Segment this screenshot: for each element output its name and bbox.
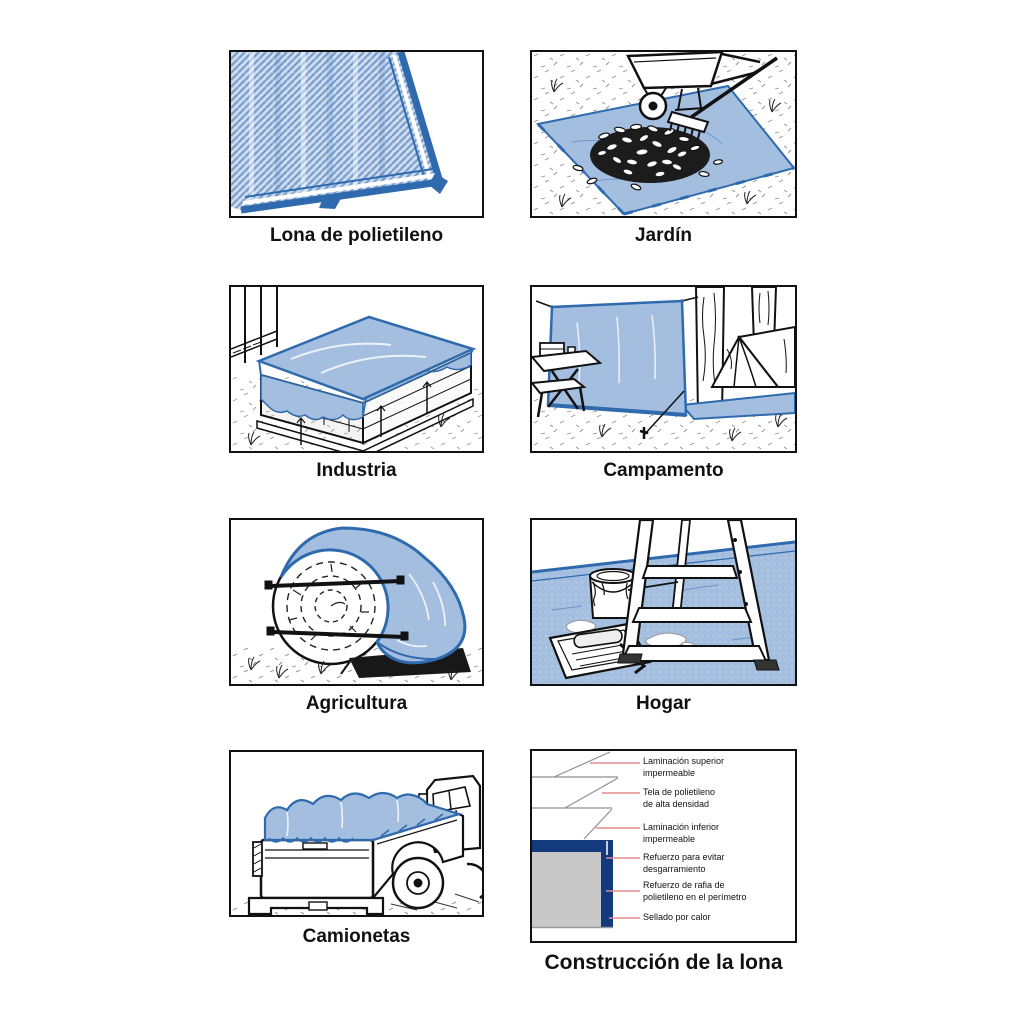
panel-home-frame: [530, 518, 797, 686]
label-perimeter-reinforcement: Refuerzo de rafia de polietileno en el perímetro: [643, 880, 747, 902]
caption-agriculture: Agricultura: [305, 693, 408, 714]
caption-construction: Construcción de la lona: [544, 951, 783, 974]
caption-industry: Industria: [316, 460, 397, 481]
panel-agriculture-frame: [229, 518, 484, 686]
panel-camping-frame: [530, 285, 797, 453]
panel-construction: [530, 749, 797, 943]
home-illustration: [532, 520, 795, 684]
panel-industry-frame: [229, 285, 484, 453]
tent: [712, 327, 795, 387]
panel-trucks: [229, 750, 484, 917]
caption-tarp: Lona de polietileno: [269, 225, 444, 246]
label-fabric: Tela de polietileno de alta densidad: [643, 787, 716, 809]
camping-illustration: [532, 287, 795, 451]
tarp-illustration: [231, 52, 482, 216]
panel-trucks-frame: [229, 750, 484, 917]
label-heat-seal: Sellado por calor: [643, 912, 711, 922]
panel-tarp-frame: [229, 50, 484, 218]
panel-garden-frame: [530, 50, 797, 218]
shed-wall: [231, 287, 277, 363]
caption-camping: Campamento: [603, 460, 724, 481]
construction-labels: [532, 751, 795, 941]
garden-illustration: [532, 52, 795, 216]
panel-garden: [530, 50, 797, 218]
panel-construction-frame: [530, 749, 797, 943]
panel-tarp: [229, 50, 484, 218]
panel-industry: [229, 285, 484, 453]
agriculture-illustration: [231, 520, 482, 684]
panel-agriculture: [229, 518, 484, 686]
label-lamination-bottom: Laminación inferior impermeable: [643, 822, 720, 844]
industry-illustration: [231, 287, 482, 451]
label-lamination-top: Laminación superior impermeable: [643, 756, 725, 778]
panel-home: [530, 518, 797, 686]
woven-tarp: [231, 52, 448, 216]
caption-trucks: Camionetas: [302, 926, 411, 947]
panel-camping: [530, 285, 797, 453]
label-tear-reinforcement: Refuerzo para evitar desgarramiento: [643, 852, 725, 874]
trucks-illustration: [231, 752, 482, 915]
caption-garden: Jardín: [634, 225, 693, 246]
caption-home: Hogar: [636, 693, 691, 714]
